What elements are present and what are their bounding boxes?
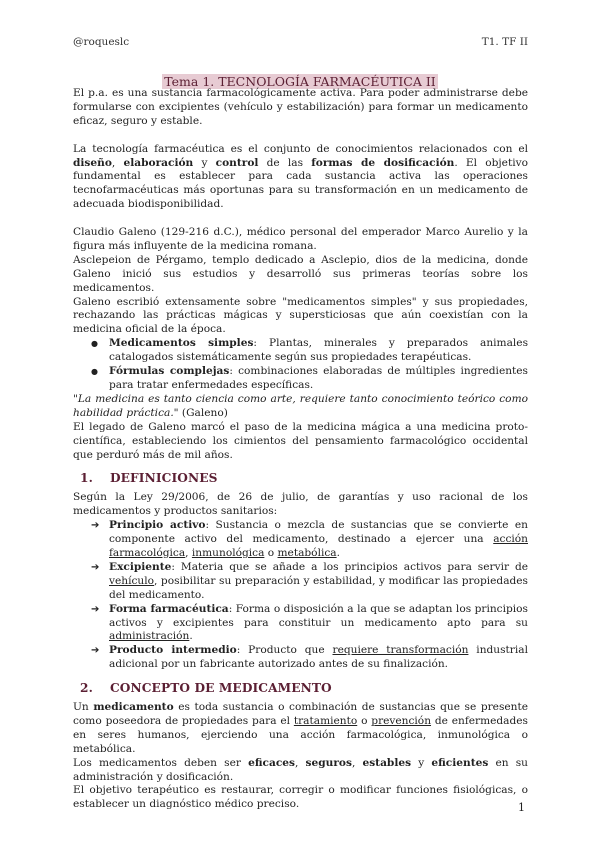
list-item: ➔ Forma farmacéutica: Forma o disposición a la que se adaptan los principios activos y excipientes para constituir un medicamento apto para su administración. (109, 603, 528, 645)
page-title: Tema 1. TECNOLOGÍA FARMACÉUTICA II (164, 74, 436, 89)
document-body (73, 87, 528, 812)
list-item: ● Fórmulas complejas: combinaciones elaboradas de múltiples ingredientes para tratar enfermedades específicas. (109, 365, 528, 393)
definiciones-list (73, 519, 528, 672)
galeno-paragraph-4: El legado de Galeno marcó el paso de la medicina mágica a una medicina proto-científica, estableciendo los cimientos del pensamiento farmacológico occidental que perduró más de mil años. (73, 420, 528, 461)
galeno-paragraph-3: Galeno escribió extensamente sobre "medicamentos simples" y sus propiedades, rechazando las prácticas mágicas y supersticiosas que aún coexistían con la medicina oficial de la época. (73, 295, 528, 336)
galeno-paragraph-1: Claudio Galeno (129-216 d.C.), médico personal del emperador Marco Aurelio y la figura más influyente de la medicina romana. (73, 226, 528, 252)
intro-paragraph: El p.a. es una sustancia farmacológicamente activa. Para poder administrarse debe formularse con excipientes (vehículo y estabilización) para formar un medicamento eficaz, seguro y estable. (73, 87, 528, 127)
concepto-paragraph-3: El objetivo terapéutico es restaurar, corregir o modificar funciones fisiológicas, o establecer un diagnóstico médico preciso. (73, 784, 528, 811)
concepto-paragraph-1: Un medicamento es toda sustancia o combinación de sustancias que se presente como poseedora de propiedades para el tratamiento o prevención de enfermedades en seres humanos, ejerciendo una acción farmacológica, inmunológica o metabólica. (73, 701, 529, 755)
list-item: ➔ Producto intermedio: Producto que requiere transformación industrial adicional por un fabricante autorizado antes de su finalización. (109, 644, 528, 672)
galeno-quote: "La medicina es tanto ciencia como arte, requiere tanto conocimiento teórico como habilidad práctica." (Galeno) (73, 392, 528, 419)
section-heading-definiciones: 1. DEFINICIONES (80, 471, 218, 486)
concepto-paragraph-2: Los medicamentos deben ser eficaces, seguros, estables y eficientes en su administración y dosificación. (73, 756, 528, 783)
list-item: ➔ Excipiente: Materia que se añade a los principios activos para servir de vehículo, posibilitar su preparación y estabilidad, y modificar las propiedades del medicamento. (109, 561, 528, 603)
header-section: T1. TF II (481, 36, 528, 48)
galeno-list (73, 337, 528, 393)
tecnologia-paragraph: La tecnología farmacéutica es el conjunto de conocimientos relacionados con el diseño, elaboración y control de las formas de dosificación. El objetivo fundamental es establecer para cada sustancia activa las operaciones tecnofarmacéuticas más oportunas para su transformación en un medicamento de adecuada biodisponibilidad. (73, 142, 528, 211)
page-number: 1 (518, 801, 525, 814)
section-heading-concepto: 2. CONCEPTO DE MEDICAMENTO (80, 681, 332, 696)
header-author: @roqueslc (73, 36, 130, 48)
definiciones-intro: Según la Ley 29/2006, de 26 de julio, de garantías y uso racional de los medicamentos y productos sanitarios: (73, 491, 528, 518)
list-item: ● Medicamentos simples: Plantas, minerales y preparados animales catalogados sistemáticamente según sus propiedades terapéuticas. (109, 337, 528, 365)
galeno-paragraph-2: Asclepeion de Pérgamo, templo dedicado a Asclepio, dios de la medicina, donde Galeno inició sus estudios y desarrolló sus primeras teorías sobre los medicamentos. (73, 253, 528, 294)
list-item: ➔ Principio activo: Sustancia o mezcla de sustancias que se convierte en componente activo del medicamento, destinado a ejercer una acción farmacológica, inmunológica o metabólica. (109, 519, 528, 561)
